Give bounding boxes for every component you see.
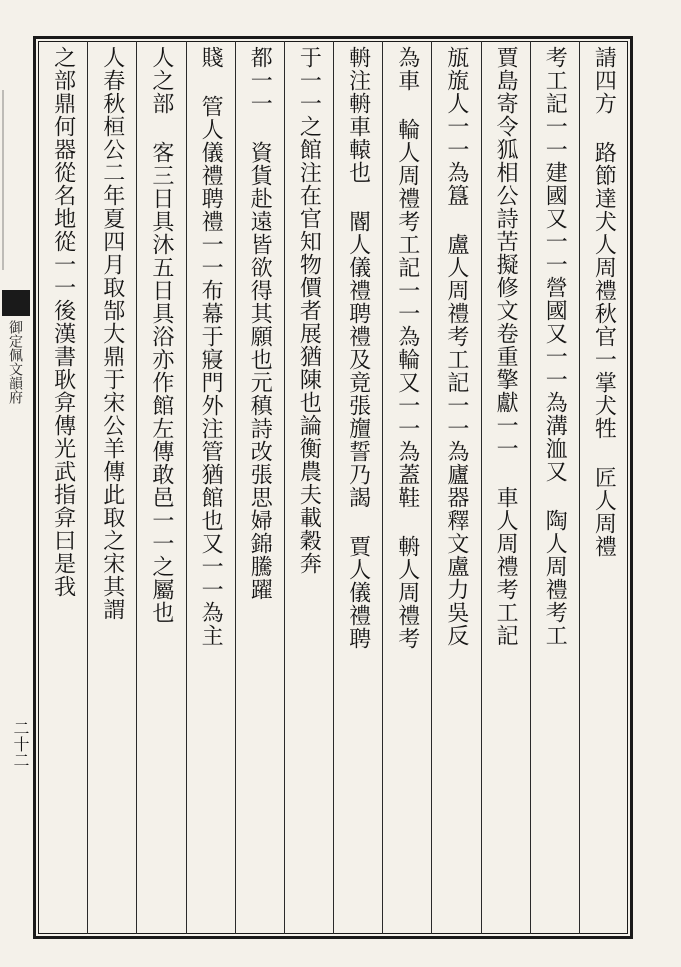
text-column: 輈注輈車轅也 閽人儀禮聘禮及竟張旜誓乃謁 賈人儀禮聘 (345, 46, 371, 650)
column-rule (530, 41, 531, 934)
column-rule (87, 41, 88, 934)
column-rule (431, 41, 432, 934)
column-rule (136, 41, 137, 934)
text-column: 考工記一一建國又一一營國又一一為溝洫又 陶人周禮考工 (542, 46, 568, 647)
text-column: 請四方 路節達犬人周禮秋官一掌犬牲 匠人周禮 (591, 46, 617, 558)
text-column: 為車 輪人周禮考工記一一為輪又一一為蓋鞋 輈人周禮考 (394, 46, 420, 650)
text-column: 都一一 資貨赴遠皆欲得其願也元稹詩改張思婦錦騰躍 (247, 46, 273, 601)
text-column: 瓬旊人一一為簋 盧人周禮考工記一一為廬器釋文盧力吳反 (443, 46, 469, 647)
margin-fishtail-mark (2, 290, 30, 316)
text-column: 之部鼎何器從名地從一一後漢書耿弇傳光武指弇曰是我 (50, 46, 76, 598)
column-rule (284, 41, 285, 934)
text-column: 賈島寄令狐相公詩苦擬修文卷重擎獻一一 車人周禮考工記 (493, 46, 519, 647)
margin-book-title: 御定佩文韻府 (7, 320, 23, 404)
page-number: 二十二 (11, 720, 30, 768)
text-column: 人之部 客三日具沐五日具浴亦作館左傳敢邑一一之屬也 (148, 46, 174, 624)
text-column: 人春秋桓公二年夏四月取郜大鼎于宋公羊傳此取之宋其謂 (99, 46, 125, 621)
column-rule (382, 41, 383, 934)
text-column: 賤 管人儀禮聘禮一一布幕于寢門外注管猶館也又一一為主 (198, 46, 224, 647)
margin-decoration (2, 90, 32, 270)
column-rule (235, 41, 236, 934)
column-rule (186, 41, 187, 934)
column-rule (333, 41, 334, 934)
column-rule (481, 41, 482, 934)
column-rule (579, 41, 580, 934)
text-column: 于一一之館注在官知物價者展猶陳也論衡農夫載穀奔 (296, 46, 322, 575)
